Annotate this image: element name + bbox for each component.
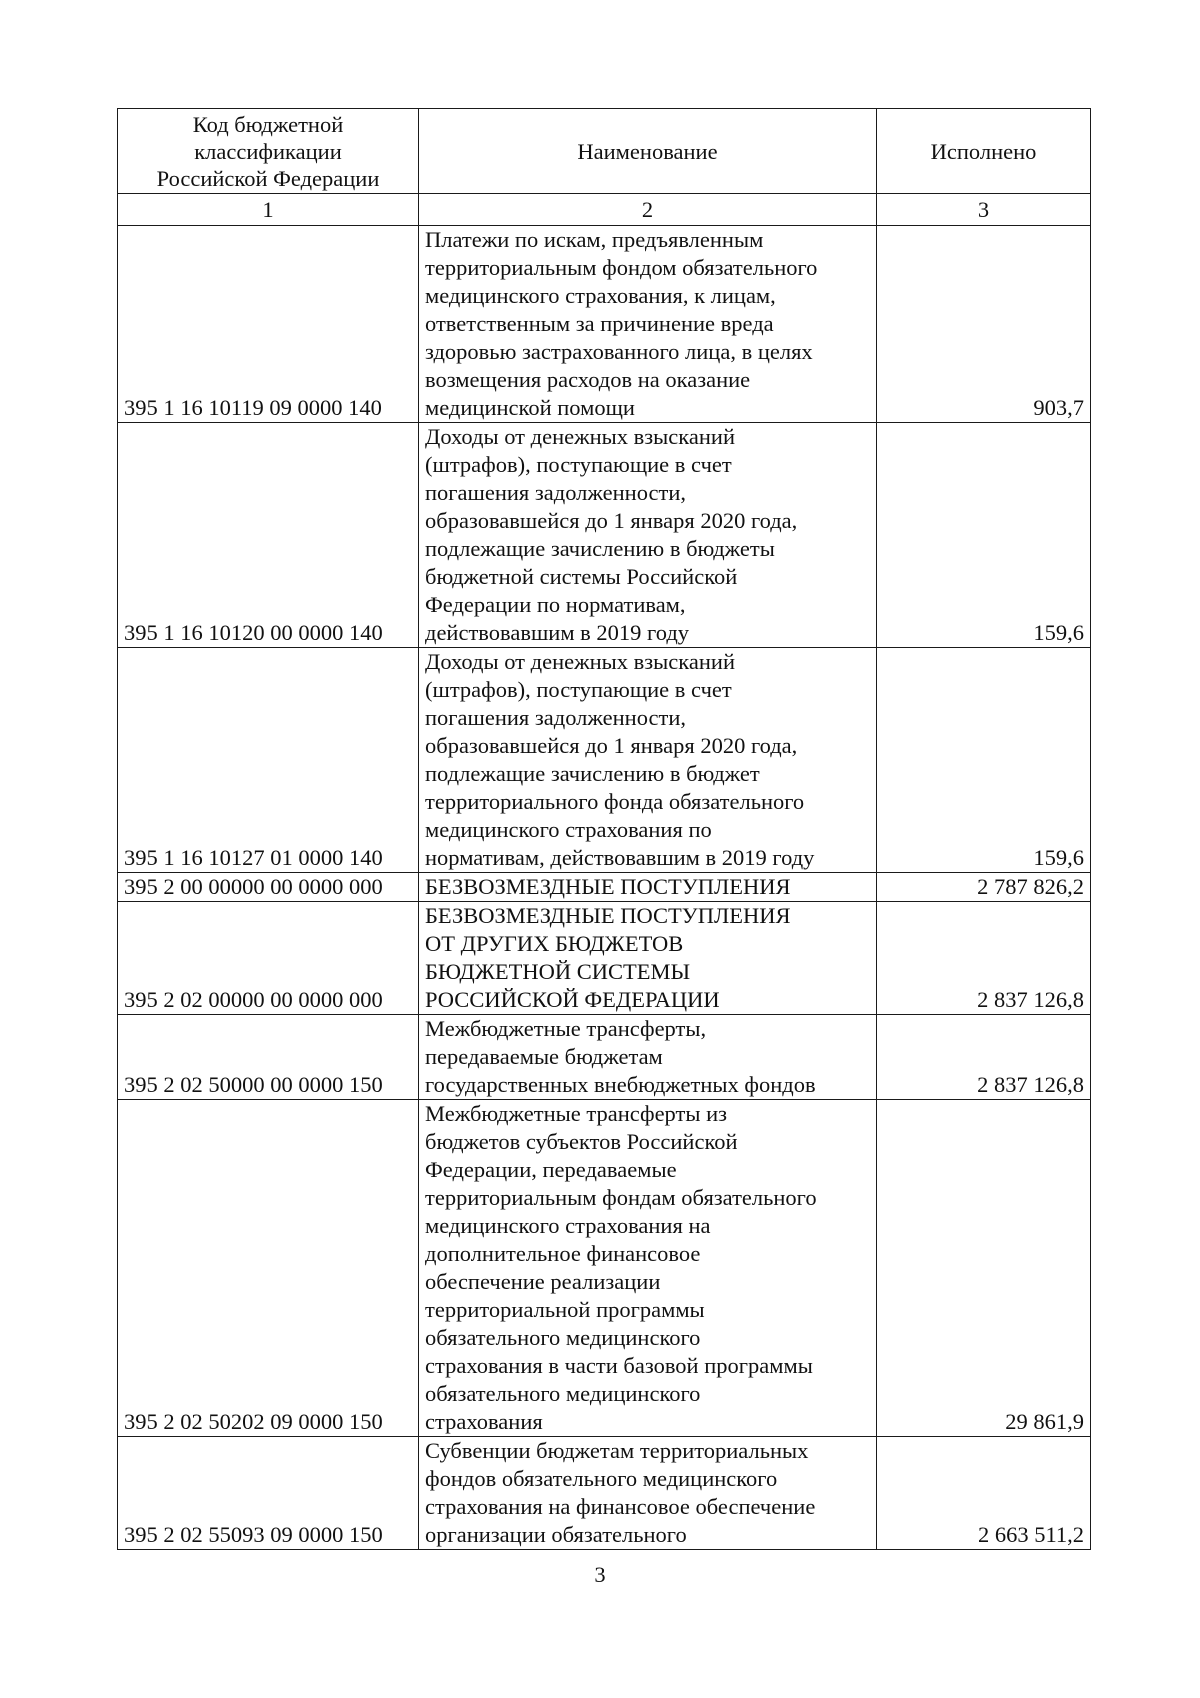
item-name-line: Доходы от денежных взысканий <box>425 649 735 674</box>
budget-code-cell: 395 2 02 50202 09 0000 150 <box>118 1100 419 1437</box>
table-row <box>118 873 1091 902</box>
header-amount <box>877 109 1091 194</box>
item-name-line: Доходы от денежных взысканий <box>425 424 735 449</box>
executed-amount-cell: 159,6 <box>877 648 1091 873</box>
budget-code-cell: 395 2 02 00000 00 0000 000 <box>118 902 419 1015</box>
item-name-line: БЕЗВОЗМЕЗДНЫЕ ПОСТУПЛЕНИЯ <box>425 874 791 899</box>
budget-code-cell: 395 2 02 55093 09 0000 150 <box>118 1437 419 1550</box>
table-row <box>118 423 1091 648</box>
item-name-cell <box>419 1437 877 1550</box>
header-code-line: Российской Федерации <box>156 165 380 191</box>
item-name-line: территориальной программы <box>425 1297 705 1322</box>
item-name-line: нормативам, действовавшим в 2019 году <box>425 845 815 870</box>
item-name-line: образовавшейся до 1 января 2020 года, <box>425 733 798 758</box>
item-name-line: возмещения расходов на оказание <box>425 367 751 392</box>
item-name-cell <box>419 902 877 1015</box>
header-name <box>419 109 877 194</box>
item-name-line: территориальным фондам обязательного <box>425 1185 817 1210</box>
column-number-2: 2 <box>419 194 877 226</box>
item-name-line: подлежащие зачислению в бюджеты <box>425 536 775 561</box>
item-name-line: обязательного медицинского <box>425 1325 701 1350</box>
item-name-line: погашения задолженности, <box>425 705 686 730</box>
item-name-cell <box>419 1100 877 1437</box>
item-name-line: подлежащие зачислению в бюджет <box>425 761 760 786</box>
budget-execution-table <box>117 108 1091 1550</box>
item-name-line: передаваемые бюджетам <box>425 1044 663 1069</box>
budget-code-cell: 395 1 16 10127 01 0000 140 <box>118 648 419 873</box>
item-name-line: (штрафов), поступающие в счет <box>425 677 732 702</box>
item-name-line: БЮДЖЕТНОЙ СИСТЕМЫ <box>425 959 691 984</box>
item-name-line: Федерации по нормативам, <box>425 592 686 617</box>
executed-amount-cell: 2 787 826,2 <box>877 873 1091 902</box>
item-name-line: ответственным за причинение вреда <box>425 311 774 336</box>
header-row <box>118 109 1091 194</box>
table-row <box>118 1015 1091 1100</box>
header-name-line: Наименование <box>577 138 718 164</box>
item-name-line: фондов обязательного медицинского <box>425 1466 778 1491</box>
header-code <box>118 109 419 194</box>
item-name-line: образовавшейся до 1 января 2020 года, <box>425 508 798 533</box>
executed-amount-cell: 159,6 <box>877 423 1091 648</box>
item-name-line: обязательного медицинского <box>425 1381 701 1406</box>
item-name-line: медицинской помощи <box>425 395 635 420</box>
item-name-line: Федерации, передаваемые <box>425 1157 677 1182</box>
executed-amount-cell: 29 861,9 <box>877 1100 1091 1437</box>
item-name-line: Субвенции бюджетам территориальных <box>425 1438 809 1463</box>
item-name-line: бюджетной системы Российской <box>425 564 738 589</box>
item-name-line: медицинского страхования на <box>425 1213 711 1238</box>
item-name-line: (штрафов), поступающие в счет <box>425 452 732 477</box>
item-name-line: государственных внебюджетных фондов <box>425 1072 816 1097</box>
item-name-cell <box>419 873 877 902</box>
header-code-line: Код бюджетной <box>192 111 344 137</box>
budget-code-cell: 395 2 00 00000 00 0000 000 <box>118 873 419 902</box>
table-row <box>118 902 1091 1015</box>
item-name-line: организации обязательного <box>425 1522 687 1547</box>
item-name-cell <box>419 423 877 648</box>
item-name-line: территориальным фондом обязательного <box>425 255 818 280</box>
executed-amount-cell: 2 663 511,2 <box>877 1437 1091 1550</box>
item-name-line: страхования <box>425 1409 543 1434</box>
item-name-line: Межбюджетные трансферты, <box>425 1016 707 1041</box>
table-header <box>118 109 1091 226</box>
item-name-line: ОТ ДРУГИХ БЮДЖЕТОВ <box>425 931 684 956</box>
item-name-line: медицинского страхования по <box>425 817 712 842</box>
executed-amount-cell: 2 837 126,8 <box>877 1015 1091 1100</box>
item-name-line: БЕЗВОЗМЕЗДНЫЕ ПОСТУПЛЕНИЯ <box>425 903 791 928</box>
budget-code-cell: 395 2 02 50000 00 0000 150 <box>118 1015 419 1100</box>
item-name-cell <box>419 226 877 423</box>
column-number-3: 3 <box>877 194 1091 226</box>
item-name-line: здоровью застрахованного лица, в целях <box>425 339 813 364</box>
column-number-row <box>118 194 1091 226</box>
item-name-line: территориального фонда обязательного <box>425 789 805 814</box>
page-number: 3 <box>594 1562 606 1587</box>
table-body <box>118 226 1091 1550</box>
header-amount-line: Исполнено <box>930 138 1037 164</box>
item-name-line: Межбюджетные трансферты из <box>425 1101 728 1126</box>
budget-code-cell: 395 1 16 10119 09 0000 140 <box>118 226 419 423</box>
table-row <box>118 1100 1091 1437</box>
table-row <box>118 226 1091 423</box>
item-name-line: медицинского страхования, к лицам, <box>425 283 776 308</box>
column-number-1: 1 <box>118 194 419 226</box>
item-name-line: действовавшим в 2019 году <box>425 620 690 645</box>
item-name-line: бюджетов субъектов Российской <box>425 1129 738 1154</box>
item-name-line: погашения задолженности, <box>425 480 686 505</box>
item-name-line: РОССИЙСКОЙ ФЕДЕРАЦИИ <box>425 987 720 1012</box>
table-row <box>118 1437 1091 1550</box>
table-row <box>118 648 1091 873</box>
item-name-line: дополнительное финансовое <box>425 1241 701 1266</box>
item-name-line: обеспечение реализации <box>425 1269 661 1294</box>
item-name-cell <box>419 648 877 873</box>
budget-code-cell: 395 1 16 10120 00 0000 140 <box>118 423 419 648</box>
item-name-cell <box>419 1015 877 1100</box>
item-name-line: страхования на финансовое обеспечение <box>425 1494 816 1519</box>
executed-amount-cell: 903,7 <box>877 226 1091 423</box>
item-name-line: страхования в части базовой программы <box>425 1353 813 1378</box>
item-name-line: Платежи по искам, предъявленным <box>425 227 764 252</box>
executed-amount-cell: 2 837 126,8 <box>877 902 1091 1015</box>
header-code-line: классификации <box>194 138 342 164</box>
